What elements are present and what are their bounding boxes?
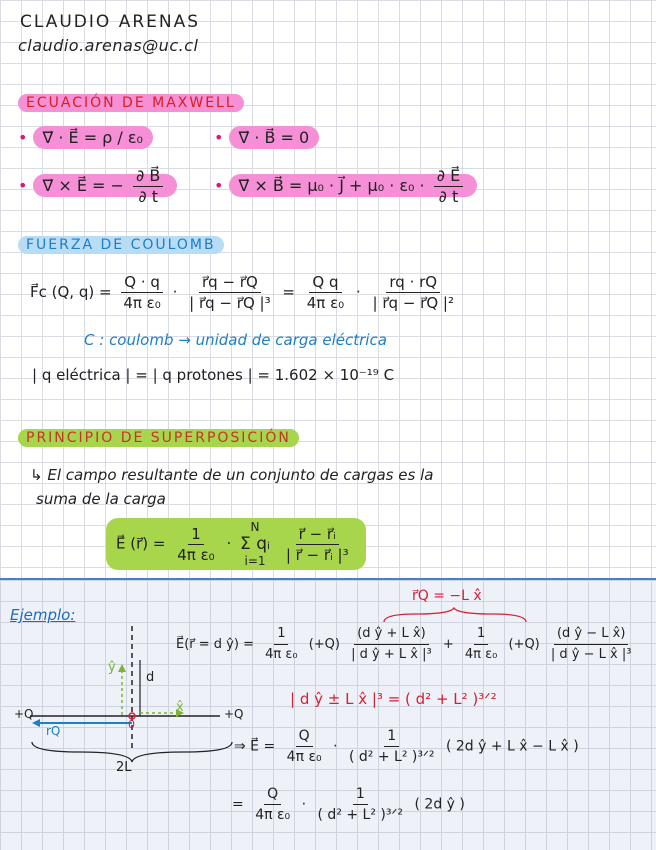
coulomb-frac1-num: Q · q xyxy=(121,272,163,293)
coulomb-note: C : coulomb → unidad de carga eléctrica xyxy=(84,331,387,349)
superposicion-frac1 xyxy=(174,524,217,565)
coulomb-law xyxy=(30,272,461,313)
coulomb-frac2-num: r⃗q − r⃗Q xyxy=(199,272,261,293)
field-frac2-num: (d ŷ + L x̂) xyxy=(354,624,428,645)
maxwell-eq4-left: ∇⃗ × B⃗ = μ₀ · J⃗ + μ₀ · ε₀ · xyxy=(238,176,425,195)
superposicion-sum xyxy=(240,520,270,568)
width-label: 2L xyxy=(116,760,132,775)
coulomb-frac1-den: 4π ε₀ xyxy=(123,294,161,312)
superposicion-formula xyxy=(106,518,366,570)
top-brace xyxy=(380,606,530,626)
maxwell-eq2-text: ∇⃗ · B⃗ = 0 xyxy=(229,126,320,149)
dot-sign: · xyxy=(301,796,307,813)
dot-sign: · xyxy=(333,738,338,755)
superposicion-title: PRINCIPIO DE SUPERPOSICIÓN xyxy=(18,429,299,447)
example-label: Ejemplo: xyxy=(10,606,76,624)
result1-frac1-den: 4π ε₀ xyxy=(286,749,322,765)
author-email: claudio.arenas@uc.cl xyxy=(18,36,199,55)
result2-frac1-den: 4π ε₀ xyxy=(255,807,291,823)
result-line-1 xyxy=(234,726,579,767)
result2-frac2-num: 1 xyxy=(353,784,368,805)
bullet-icon: • xyxy=(18,176,28,195)
x-unit-label: x̂ xyxy=(176,700,184,715)
superposicion-frac2-num: r⃗ − r⃗ᵢ xyxy=(296,524,339,545)
dot-sign: · xyxy=(355,283,361,301)
field-expression xyxy=(176,624,638,665)
coulomb-frac3-den: 4π ε₀ xyxy=(306,294,345,312)
origin-label: 0 xyxy=(128,718,135,731)
y-unit-label: ŷ xyxy=(108,660,116,675)
field-frac4-den: | d ŷ − L x̂ |³ xyxy=(550,647,632,662)
superposicion-frac2-den: | r⃗ − r⃗ᵢ |³ xyxy=(285,545,349,564)
maxwell-eq3-den: ∂ t xyxy=(138,187,158,206)
result1-frac2-num: 1 xyxy=(384,726,399,747)
bullet-icon: • xyxy=(18,128,28,147)
superposicion-text-2: suma de la carga xyxy=(36,490,166,508)
coulomb-frac4-den: | r⃗q − r⃗Q |² xyxy=(372,294,454,312)
coulomb-frac1 xyxy=(120,272,163,313)
bullet-icon: • xyxy=(214,176,224,195)
maxwell-eq3-frac xyxy=(133,166,163,207)
maxwell-eq3-num: ∂ B⃗ xyxy=(133,166,163,187)
field-frac4-num: (d ŷ − L x̂) xyxy=(554,624,628,645)
coulomb-section-title xyxy=(18,234,224,253)
brace-note: r⃗Q = −L x̂ xyxy=(412,588,482,604)
dot-sign: · xyxy=(226,534,232,553)
field-frac4 xyxy=(548,624,635,665)
coulomb-frac4-num: rq · rQ xyxy=(386,272,440,293)
maxwell-title: ECUACIÓN DE MAXWELL xyxy=(18,94,244,112)
field-frac1-num: 1 xyxy=(274,624,288,645)
coulomb-title: FUERZA DE COULOMB xyxy=(18,236,224,254)
maxwell-eq4-num: ∂ E⃗ xyxy=(434,166,463,187)
author-name: CLAUDIO ARENAS xyxy=(20,12,201,32)
result1-tail: ( 2d ŷ + L x̂ − L x̂ ) xyxy=(445,738,579,755)
coulomb-frac4 xyxy=(370,272,457,313)
superposicion-frac1-num: 1 xyxy=(188,524,204,545)
superposicion-section-title xyxy=(18,427,299,446)
charge-value: | q eléctrica | = | q protones | = 1.602 × 10⁻¹⁹ C xyxy=(32,366,395,384)
result1-frac2-den: ( d² + L² )³ᐟ² xyxy=(349,749,435,765)
result2-tail: ( 2d ŷ ) xyxy=(414,796,465,813)
superposicion-text-1: ↳ El campo resultante de un conjunto de cargas es la xyxy=(30,466,434,484)
maxwell-eq4-text xyxy=(229,166,478,206)
field-frac1-den: 4π ε₀ xyxy=(265,647,298,662)
y-arrowhead-icon xyxy=(118,664,126,672)
field-frac2-den: | d ŷ + L x̂ |³ xyxy=(351,647,432,662)
coulomb-frac3-num: Q q xyxy=(309,272,341,293)
maxwell-eq3 xyxy=(18,166,177,207)
result1-frac1-num: Q xyxy=(296,726,313,747)
dot-sign: · xyxy=(172,283,178,301)
coulomb-frac2 xyxy=(186,272,273,313)
r-vector-label: rQ xyxy=(46,724,61,738)
left-charge-label: +Q xyxy=(14,707,34,721)
superposicion-frac2 xyxy=(283,524,352,565)
result2-frac2-den: ( d² + L² )³ᐟ² xyxy=(317,807,404,823)
result1-frac2 xyxy=(346,726,438,767)
right-charge-label: +Q xyxy=(224,707,244,721)
superposicion-frac1-den: 4π ε₀ xyxy=(177,545,215,564)
maxwell-eq2 xyxy=(214,128,319,147)
maxwell-eq4-frac xyxy=(434,166,463,207)
result2-frac1 xyxy=(252,784,293,825)
result1-frac1 xyxy=(284,726,325,767)
field-frac3-den: 4π ε₀ xyxy=(464,647,498,662)
coulomb-lhs: F⃗c (Q, q) = xyxy=(30,283,112,301)
maxwell-eq4-den: ∂ t xyxy=(438,187,459,206)
red-identity: | d ŷ ± L x̂ |³ = ( d² + L² )³ᐟ² xyxy=(290,690,497,708)
result-line-2 xyxy=(232,784,465,825)
coulomb-frac2-den: | r⃗q − r⃗Q |³ xyxy=(189,294,271,312)
maxwell-eq4 xyxy=(214,166,477,207)
sum-bottom: i=1 xyxy=(244,554,266,568)
sum-symbol: Σ qᵢ xyxy=(240,534,271,554)
result1-lhs: ⇒ E⃗ = xyxy=(234,738,276,755)
result2-frac1-num: Q xyxy=(264,784,281,805)
field-frac1 xyxy=(262,624,300,665)
field-q-plus-2: (+Q) xyxy=(508,637,540,652)
field-frac3 xyxy=(462,624,500,665)
d-label: d xyxy=(146,670,155,685)
maxwell-eq1-text: ∇⃗ · E⃗ = ρ / ε₀ xyxy=(33,126,153,149)
maxwell-section-title xyxy=(18,92,244,111)
field-lhs: E⃗(r⃗ = d ŷ) = xyxy=(176,637,254,652)
maxwell-eq3-text xyxy=(33,166,178,206)
coulomb-frac3 xyxy=(304,272,347,313)
superposicion-lhs: E⃗ (r⃗) = xyxy=(116,534,166,553)
result2-frac2 xyxy=(315,784,407,825)
maxwell-eq3-left: ∇⃗ × E⃗ = − xyxy=(42,176,124,195)
maxwell-eq1 xyxy=(18,128,153,147)
field-frac2 xyxy=(348,624,435,665)
coulomb-eq-sign: = xyxy=(282,283,295,301)
result2-lhs: = xyxy=(232,796,244,813)
sum-top: N xyxy=(250,520,260,534)
field-frac3-num: 1 xyxy=(474,624,488,645)
field-q-plus: (+Q) xyxy=(308,637,340,652)
bullet-icon: • xyxy=(214,128,224,147)
field-plus: + xyxy=(442,637,454,652)
